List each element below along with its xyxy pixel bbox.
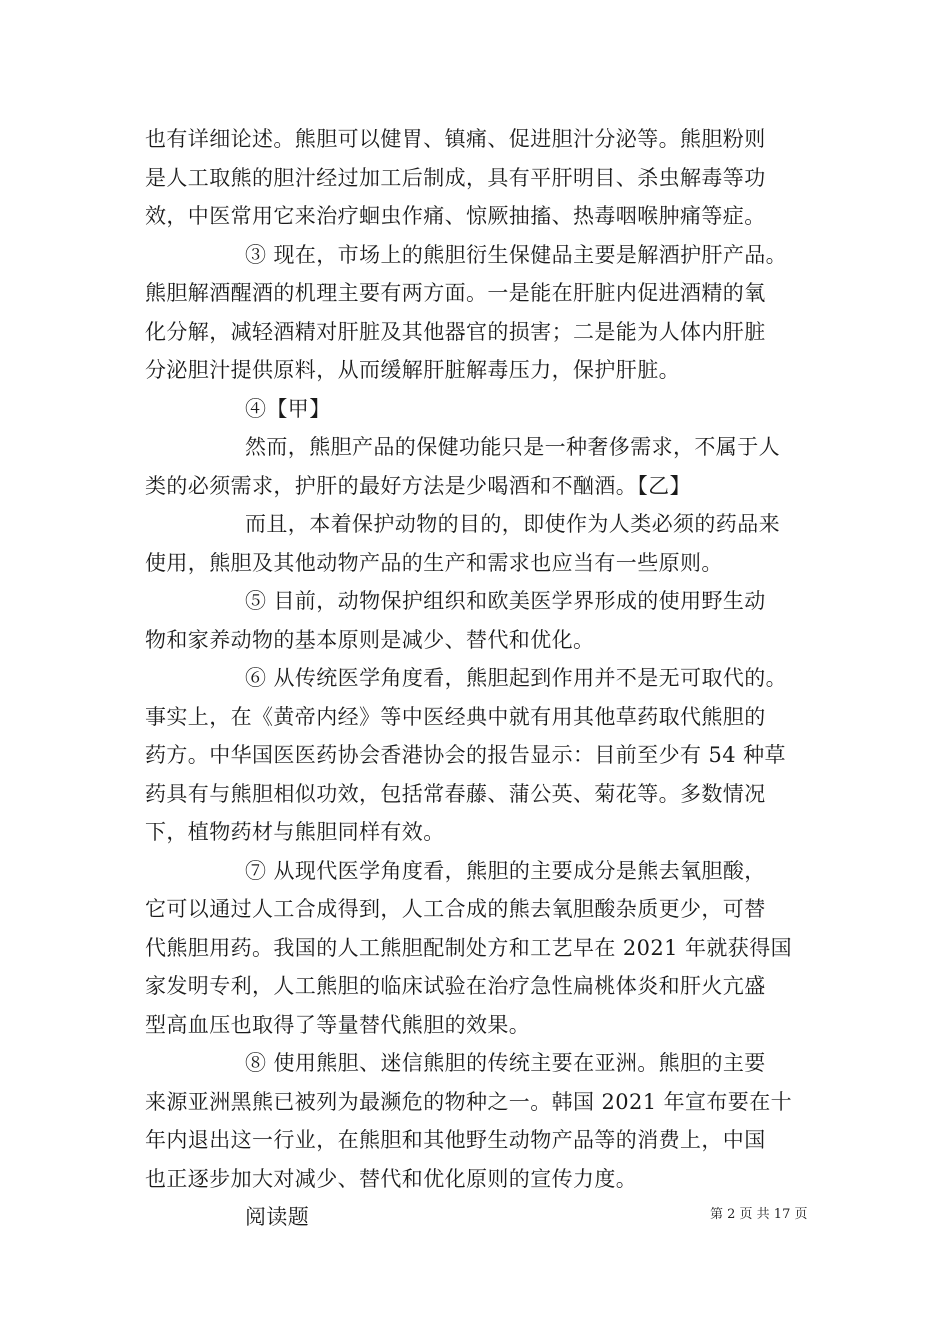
text-line: 型高血压也取得了等量替代熊胆的效果。 <box>145 1012 531 1037</box>
text-line: 是人工取熊的胆汁经过加工后制成，具有平肝明目、杀虫解毒等功 <box>145 165 766 190</box>
text-line: 家发明专利，人工熊胆的临床试验在治疗急性扁桃体炎和肝火亢盛 <box>145 974 766 998</box>
text-line: 也有详细论述。熊胆可以健胃、镇痛、促进胆汁分泌等。熊胆粉则 <box>145 127 766 151</box>
text-line: 熊胆解酒醒酒的机理主要有两方面。一是能在肝脏内促进酒精的氧 <box>145 281 766 305</box>
text-line: 使用，熊胆及其他动物产品的生产和需求也应当有一些原则。 <box>145 550 723 575</box>
text-line: ③ 现在，市场上的熊胆衍生保健品主要是解酒护肝产品。 <box>245 242 788 267</box>
text-line: 年内退出这一行业，在熊胆和其他野生动物产品等的消费上，中国 <box>145 1128 766 1152</box>
text-line: 代熊胆用药。我国的人工熊胆配制处方和工艺早在 2021 年就获得国 <box>145 935 792 960</box>
text-line: 来源亚洲黑熊已被列为最濒危的物种之一。韩国 2021 年宣布要在十 <box>145 1089 792 1114</box>
text-line: 化分解，减轻酒精对肝脏及其他器官的损害；二是能为人体内肝脏 <box>145 319 766 344</box>
text-line: 分泌胆汁提供原料，从而缓解肝脏解毒压力，保护肝脏。 <box>145 358 680 382</box>
text-line: 事实上，在《黄帝内经》等中医经典中就有用其他草药取代熊胆的 <box>145 704 766 729</box>
text-line: 而且，本着保护动物的目的，即使作为人类必须的药品来 <box>245 512 780 536</box>
text-line: 物和家养动物的基本原则是减少、替代和优化。 <box>145 627 595 652</box>
text-line: 类的必须需求，护肝的最好方法是少喝酒和不酗酒。【乙】 <box>145 473 691 498</box>
text-line: 阅读题 <box>245 1205 310 1229</box>
text-line: 药具有与熊胆相似功效，包括常春藤、蒲公英、菊花等。多数情况 <box>145 781 766 806</box>
page-number: 第 2 页 共 17 页 <box>710 1207 808 1222</box>
text-line: 也正逐步加大对减少、替代和优化原则的宣传力度。 <box>145 1166 638 1191</box>
text-line: 下，植物药材与熊胆同样有效。 <box>145 820 445 844</box>
text-line: ④【甲】 <box>245 396 331 421</box>
text-line: 药方。中华国医医药协会香港协会的报告显示：目前至少有 54 种草 <box>145 743 786 767</box>
text-line: ⑤ 目前，动物保护组织和欧美医学界形成的使用野生动 <box>245 589 766 613</box>
text-line: 它可以通过人工合成得到，人工合成的熊去氧胆酸杂质更少，可替 <box>145 897 766 921</box>
body-text <box>145 120 815 1237</box>
text-line: ⑥ 从传统医学角度看，熊胆起到作用并不是无可取代的。 <box>245 666 788 690</box>
text-line: ⑧ 使用熊胆、迷信熊胆的传统主要在亚洲。熊胆的主要 <box>245 1051 766 1075</box>
text-line: ⑦ 从现代医学角度看，熊胆的主要成分是熊去氧胆酸， <box>245 858 766 883</box>
text-line: 效，中医常用它来治疗蛔虫作痛、惊厥抽搐、热毒咽喉肿痛等症。 <box>145 204 766 228</box>
text-line: 然而，熊胆产品的保健功能只是一种奢侈需求，不属于人 <box>245 435 780 459</box>
